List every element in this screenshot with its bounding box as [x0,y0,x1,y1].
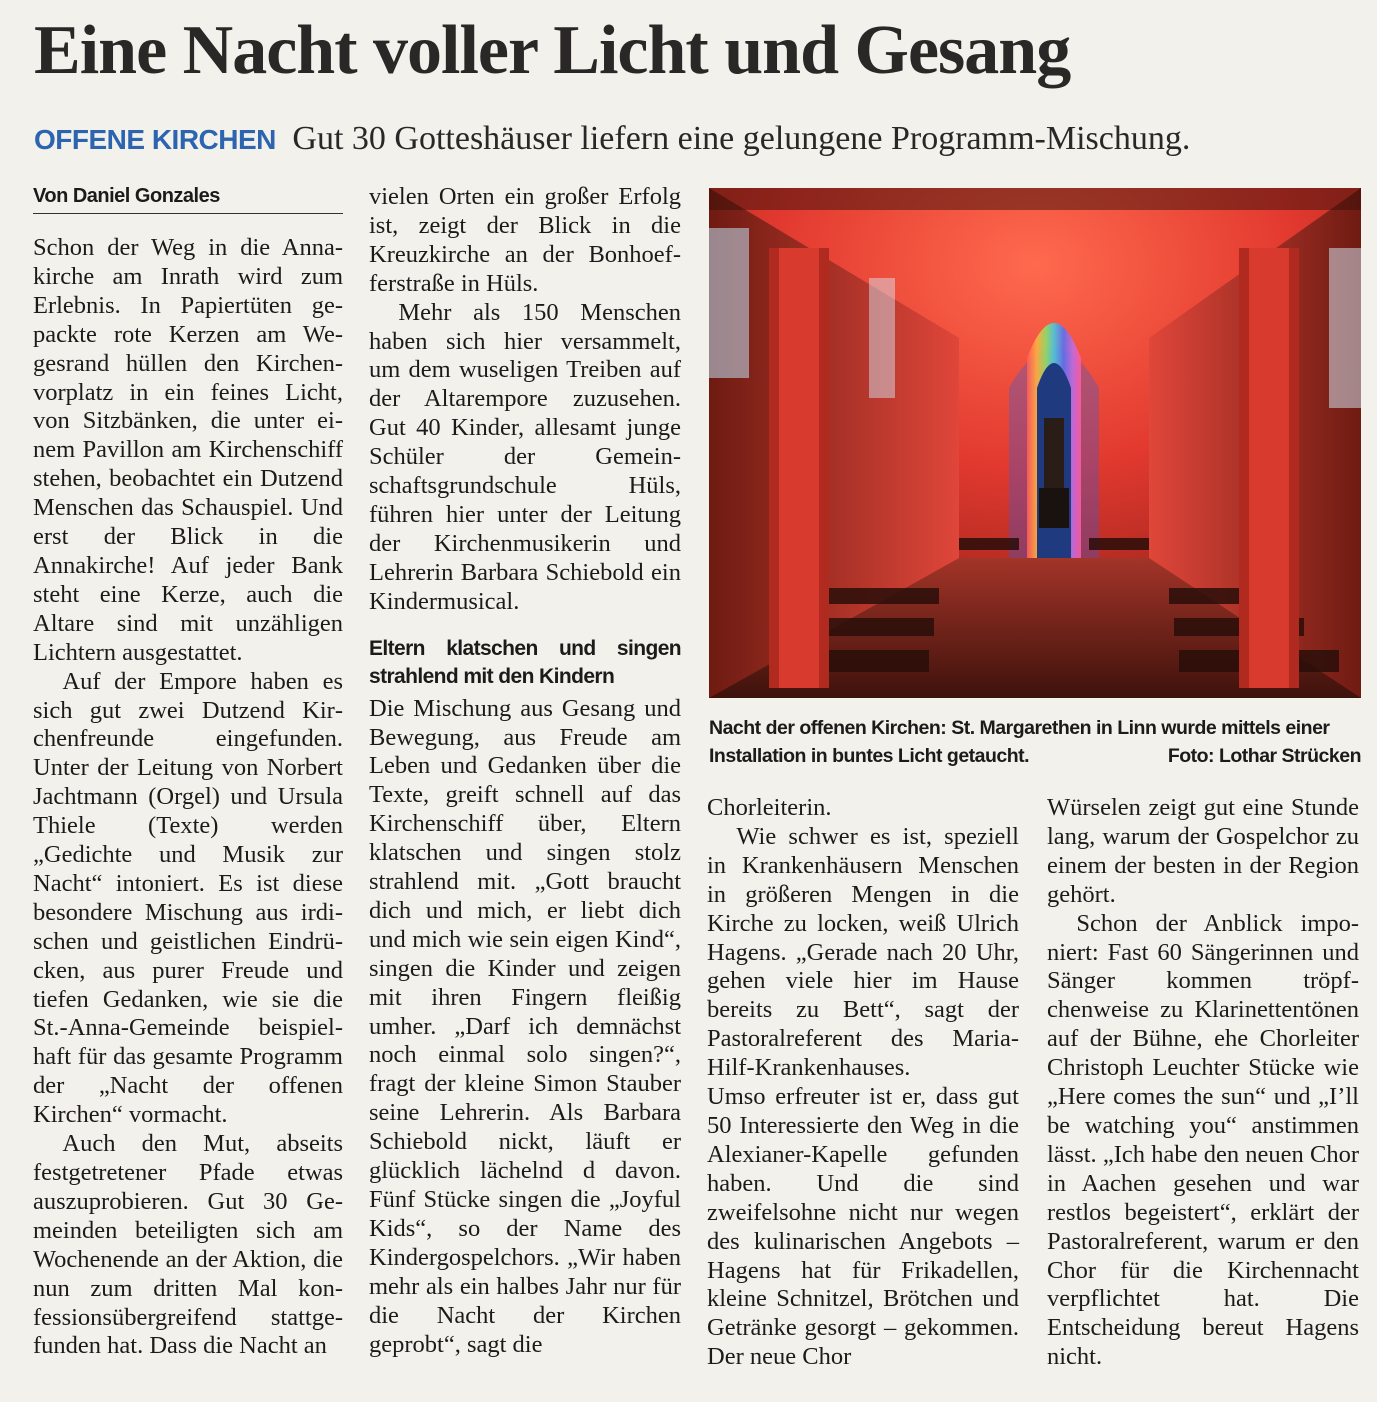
kicker: OFFENE KIRCHEN [34,124,276,155]
subheadline-row [34,116,1364,163]
article-column-1 [33,183,343,1361]
paragraph: Schon der Weg in die Annakirche am Inrath wird zum Erlebnis. In Papiertüten gepackte rote Kerzen am Wegesrand hüllen den Kirchenvorplatz in ein feines Licht, von Sitzbänken, die unter einem Pavillon am Kirchenschiff stehen, beobachtet ein Dutzend Menschen das Schauspiel. Und erst der Blick in die Annakirche! Auf jeder Bank steht eine Kerze, auch die Altare sind mit unzähligen Lichtern ausgestattet. [33,234,343,666]
paragraph: Chorleiterin. [707,794,832,821]
paragraph: Umso erfreuter ist er, dass gut 50 Interessierte den Weg in die Alexianer-Kapelle gefunden haben. Und die sind zweifelsohne nicht nur wegen des kulinarischen Angebots – Hagens hat für Frikadellen, kleine Schnitzel, Brötchen und Getränke gesorgt – gekommen. Der neue Chor [707,1083,1019,1371]
photo-credit: Foto: Lothar Strücken [1167,745,1361,767]
article-column-3 [707,794,1019,1372]
byline: Von Daniel Gonzales [33,183,343,214]
paragraph: Würselen zeigt gut eine Stunde lang, warum der Gospelchor zu einem der besten in der Region gehört. [1047,794,1359,908]
paragraph: Mehr als 150 Menschen haben sich hier versammelt, um dem wuseligen Treiben auf der Altarempore zuzusehen. Gut 40 Kinder, allesamt junge Schüler der Gemeinschaftsgrundschule Hüls, führen hier unter der Leitung der Kirchenmusikerin und Lehrerin Barbara Schiebold ein Kindermusical. [369,298,681,615]
church-photo [709,188,1361,698]
church-interior-illustration [709,188,1361,698]
paragraph: Auch den Mut, abseits festgetretener Pfade etwas auszuprobieren. Gut 30 Gemeinden beteiligten sich am Wochenende an der Aktion, die nun zum dritten Mal konfessionsübergreifend stattgefunden hat. Dass die Nacht an [33,1130,343,1360]
paragraph: Die Mischung aus Gesang und Bewegung, aus Freude am Leben und Gedanken über die Texte, greift schnell auf das Kirchenschiff über, Eltern klatschen und singen stolz strahlend mit. „Gott braucht dich und mich, er liebt dich und mich wie sein eigen Kind“, singen die Kinder und zeigen mit ihren Fingern fleißig umher. „Darf ich demnächst noch einmal solo singen?“, fragt der kleine Simon Stauber seine Lehrerin. Als Barbara Schiebold nickt, läuft er glücklich lächelnd d davon. Fünf Stücke singen die „Joyful Kids“, so der Name des Kindergospelchors. „Wir haben mehr als ein halbes Jahr nur für die Nacht der Kirchen geprobt“, sagt die [369,694,681,1358]
paragraph: Wie schwer es ist, speziell in Krankenhäusern Menschen in größeren Mengen in die Kirche zu locken, weiß Ulrich Hagens. „Gerade nach 20 Uhr, gehen viele hier im Hause bereits zu Bett“, sagt der Pastoralreferent des Maria-Hilf-Krankenhauses. [707,822,1019,1082]
paragraph: vielen Orten ein großer Erfolg ist, zeigt der Blick in die Kreuzkirche an der Bonhoefferstraße in Hüls. [369,183,681,297]
subheadline: Gut 30 Gotteshäuser liefern eine gelungene Programm-Mischung. [292,120,1191,157]
headline: Eine Nacht voller Licht und Gesang [34,12,1071,89]
photo-caption [709,714,1361,770]
article-column-2 [369,183,681,1359]
paragraph: Auf der Empore haben es sich gut zwei Dutzend Kirchenfreunde eingefunden. Unter der Leitung von Norbert Jachtmann (Orgel) und Ursula Thiele (Texte) werden „Gedichte und Musik zur Nacht“ intoniert. Es ist diese besondere Mischung aus irdischen und geistlichen Eindrücken, aus purer Freude und tiefen Gedanken, wie sie die St.-Anna-Gemeinde beispielhaft für das gesamte Programm der „Nacht der offenen Kirchen“ vormacht. [33,667,343,1129]
section-subhead: Eltern klatschen und singen strahlend mit den Kindern [369,636,681,688]
article-column-4 [1047,794,1359,1372]
paragraph: Schon der Anblick imponiert: Fast 60 Sängerinnen und Sänger kommen tröpfchenweise zu Klarinettentönen auf der Bühne, ehe Chorleiter Christoph Leuchter Stücke wie „Here comes the sun“ und „I’ll be watching you“ anstimmen lässt. „Ich habe den neuen Chor in Aachen gesehen und war restlos begeistert“, erklärt der Pastoralreferent, warum er den Chor für die Kirchennacht verpflichtet hat. Die Entscheidung bereut Hagens nicht. [1047,909,1359,1371]
caption-text: Nacht der offenen Kirchen: St. Margarethen in Linn wurde mittels einer Installation in buntes Licht getaucht. [709,717,1330,767]
